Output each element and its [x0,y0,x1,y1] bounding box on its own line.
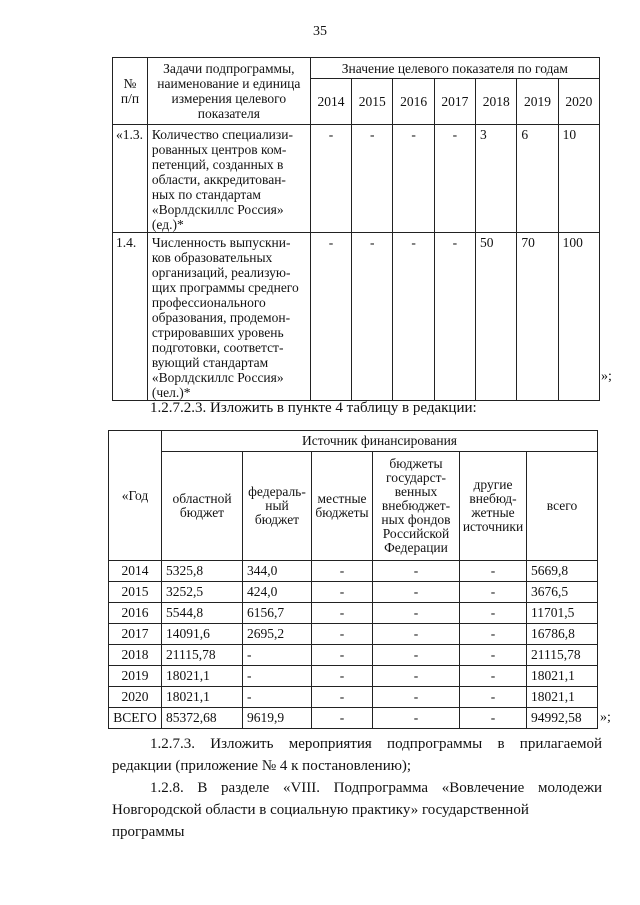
row-value: 2695,2 [243,624,312,645]
row-value: 18021,1 [162,687,243,708]
row-value: - [312,645,373,666]
row-value: - [312,687,373,708]
year-header: 2014 [310,79,351,125]
row-year: 2015 [109,582,162,603]
row-value: 5544,8 [162,603,243,624]
row-value: 85372,68 [162,708,243,729]
row-value: - [352,125,393,233]
row-value: - [312,708,373,729]
row-value: 94992,58 [527,708,598,729]
row-value: - [460,708,527,729]
row-value: 18021,1 [527,666,598,687]
table1-closing-quote: »; [601,369,612,384]
row-value: 21115,78 [527,645,598,666]
paragraph-1-2-7-3: 1.2.7.3. Изложить мероприятия подпрограммы в прилагаемой редакции (приложение № 4 к постановлению); [112,736,602,774]
table-row [113,233,600,401]
row-value: - [460,687,527,708]
row-value: 3252,5 [162,582,243,603]
column-header-federal-budget: федераль-ный бюджет [243,452,312,561]
row-value: 3676,5 [527,582,598,603]
row-value: - [312,624,373,645]
year-header: 2017 [434,79,475,125]
row-value: - [460,561,527,582]
table-row [109,687,598,708]
row-value: - [434,125,475,233]
row-value: - [460,603,527,624]
table2-closing-quote: »; [600,710,611,725]
year-header: 2018 [476,79,517,125]
row-value: - [312,666,373,687]
row-value: - [460,666,527,687]
row-value: - [373,708,460,729]
funding-sources-table [108,430,598,729]
column-header-number-text: № п/п [120,76,140,106]
target-indicators-table [112,57,600,401]
row-value: - [310,233,351,401]
row-value: - [460,624,527,645]
column-header-other-sources: другие внебюд-жетные источники [460,452,527,561]
column-header-total: всего [527,452,598,561]
row-value: 9619,9 [243,708,312,729]
row-value: - [243,666,312,687]
row-value: - [373,666,460,687]
row-value: - [310,125,351,233]
row-year: 2020 [109,687,162,708]
year-header: 2019 [517,79,558,125]
row-value: 6156,7 [243,603,312,624]
row-value: - [243,645,312,666]
year-header: 2020 [558,79,599,125]
table-row [109,603,598,624]
row-value: - [373,582,460,603]
table-row [109,708,598,729]
row-value: - [393,125,434,233]
row-value: 6 [517,125,558,233]
table-row [109,666,598,687]
row-value: - [373,561,460,582]
row-number: 1.4. [113,233,148,401]
row-value: 14091,6 [162,624,243,645]
column-header-values-by-year: Значение целевого показателя по годам [310,58,599,79]
row-value: - [460,582,527,603]
row-value: - [352,233,393,401]
row-value: 10 [558,125,599,233]
row-value: 424,0 [243,582,312,603]
row-value: 5669,8 [527,561,598,582]
table-row [109,624,598,645]
column-header-local-budgets: местные бюджеты [312,452,373,561]
row-value: - [312,561,373,582]
column-header-extrabudgetary-funds: бюджеты государст-венных внебюджет-ных фондов Российской Федерации [373,452,460,561]
table-row [109,645,598,666]
column-header-task: Задачи подпрограммы, наименование и единица измерения целевого показателя [147,58,310,125]
table-row [113,125,600,233]
row-value: 344,0 [243,561,312,582]
row-value: 5325,8 [162,561,243,582]
paragraph-1-2-7-2-3: 1.2.7.2.3. Изложить в пункте 4 таблицу в редакции: [150,400,477,416]
table-row [109,561,598,582]
row-value: 18021,1 [162,666,243,687]
column-header-number [113,58,148,125]
row-task: Количество специализи-рованных центров ком-петенций, созданных в области, аккредитован-ных по стандартам «Ворлдскиллс Россия» (ед.)* [147,125,310,233]
row-value: - [373,603,460,624]
row-value: 100 [558,233,599,401]
column-header-funding-source: Источник финансирования [162,431,598,452]
row-value: 70 [517,233,558,401]
row-value: - [373,687,460,708]
table-row [109,582,598,603]
row-year: 2016 [109,603,162,624]
row-number: «1.3. [113,125,148,233]
column-header-year: «Год [109,431,162,561]
row-value: 21115,78 [162,645,243,666]
row-value: - [393,233,434,401]
row-year: 2017 [109,624,162,645]
row-year: 2019 [109,666,162,687]
row-value: - [312,582,373,603]
paragraph-1-2-8: 1.2.8. В разделе «VIII. Подпрограмма «Вовлечение молодежи [150,780,602,796]
row-value: - [373,624,460,645]
row-task: Численность выпускни-ков образовательных организаций, реализую-щих программы среднего профессионального образования, продемон-стрировавших уровень подготовки, соответст-вующий стандартам «Ворлдскиллс Россия» (чел.)* [147,233,310,401]
row-value: 3 [476,125,517,233]
row-value: - [373,645,460,666]
row-value: - [434,233,475,401]
row-year: ВСЕГО [109,708,162,729]
page-number: 35 [313,24,327,39]
row-value: 50 [476,233,517,401]
column-header-regional-budget: областной бюджет [162,452,243,561]
row-value: 11701,5 [527,603,598,624]
row-value: - [312,603,373,624]
year-header: 2016 [393,79,434,125]
year-header: 2015 [352,79,393,125]
row-year: 2014 [109,561,162,582]
row-value: 18021,1 [527,687,598,708]
row-value: - [460,645,527,666]
row-year: 2018 [109,645,162,666]
paragraph-1-2-8-continued: Новгородской области в социальную практику» государственной программы [112,802,529,840]
row-value: 16786,8 [527,624,598,645]
row-value: - [243,687,312,708]
